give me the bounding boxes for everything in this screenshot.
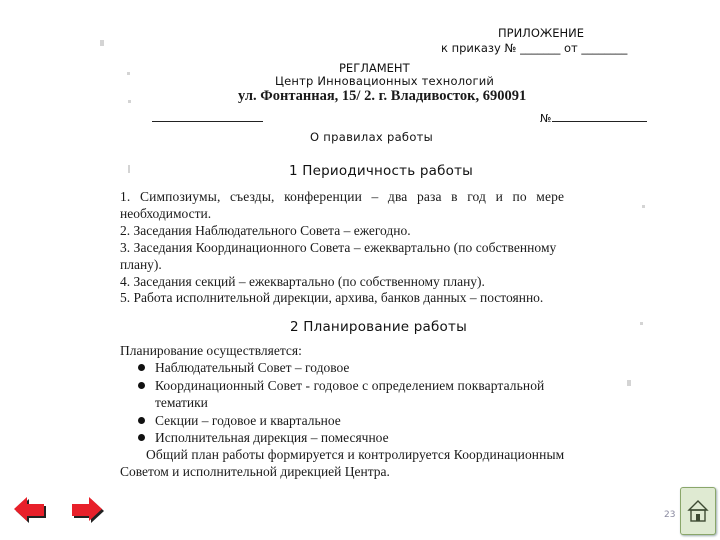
home-icon — [681, 488, 715, 534]
arrow-right-icon[interactable] — [70, 495, 104, 523]
section1-item: 1. Симпозиумы, съезды, конференции – два раза в год и по мере — [120, 189, 565, 204]
bullet-dot — [138, 364, 145, 371]
number-label: № — [540, 112, 552, 125]
scan-speck — [640, 322, 643, 325]
home-button[interactable] — [680, 487, 716, 535]
section1-item: 5. Работа исполнительной дирекции, архива, банков данных – постоянно. — [120, 290, 544, 305]
center-name: Центр Инновационных технологий — [275, 74, 495, 88]
bullet-item — [138, 413, 341, 429]
closing-paragraph-line: Советом и исполнительной дирекцией Центра. — [120, 464, 390, 479]
section1-title: 1 Периодичность работы — [289, 163, 473, 179]
subject-line: О правилах работы — [310, 130, 434, 144]
arrow-left-icon[interactable] — [14, 495, 48, 523]
bullet-item — [138, 360, 349, 376]
bullet-text: Координационный Совет - годовое с определением поквартальной — [155, 378, 545, 393]
order-reference: к приказу № _______ от ________ — [441, 41, 628, 55]
bullet-item — [138, 430, 389, 446]
bullet-text: Секции – годовое и квартальное — [155, 413, 341, 428]
section1-item: 3. Заседания Координационного Совета – ежеквартально (по собственному — [120, 240, 557, 255]
bullet-item — [138, 378, 544, 394]
bullet-dot — [138, 417, 145, 424]
appendix-label: ПРИЛОЖЕНИЕ — [498, 26, 585, 40]
page-number: 23 — [664, 510, 676, 520]
address-line: ул. Фонтанная, 15/ 2. г. Владивосток, 690091 — [238, 88, 527, 104]
bullet-dot — [138, 434, 145, 441]
regulation-title: РЕГЛАМЕНТ — [339, 61, 410, 75]
bullet-continuation: тематики — [155, 395, 208, 410]
scan-speck — [642, 205, 645, 208]
section2-title: 2 Планирование работы — [290, 319, 467, 335]
section2-intro: Планирование осуществляется: — [120, 343, 302, 358]
bullet-text: Наблюдательный Совет – годовое — [155, 360, 350, 375]
scan-speck — [128, 165, 130, 173]
section1-item: 4. Заседания секций – ежеквартально (по собственному плану). — [120, 274, 485, 289]
section1-item: плану). — [120, 257, 162, 272]
number-underline — [552, 121, 647, 122]
section1-item: необходимости. — [120, 206, 212, 221]
date-underline — [152, 121, 263, 122]
bullet-dot — [138, 382, 145, 389]
scan-speck — [127, 72, 130, 75]
bullet-text: Исполнительная дирекция – помесячное — [155, 430, 389, 445]
section1-item: 2. Заседания Наблюдательного Совета – ежегодно. — [120, 223, 411, 238]
scan-speck — [100, 40, 104, 46]
scan-speck — [128, 100, 131, 103]
scan-speck — [627, 380, 631, 386]
closing-paragraph-line: Общий план работы формируется и контролируется Координационным — [146, 447, 565, 462]
